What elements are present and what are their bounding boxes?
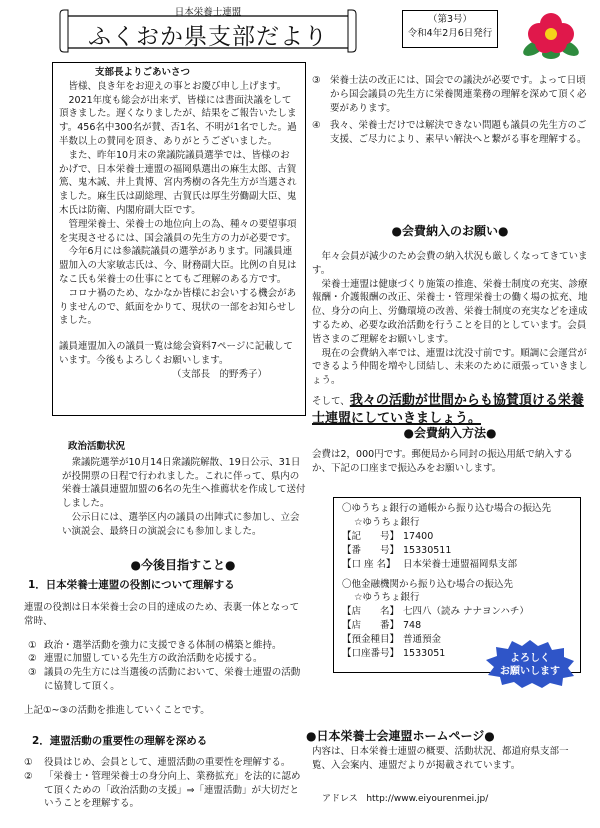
other-bank-heading: 〇他金融機関から振り込む場合の振込先 — [342, 578, 514, 590]
goals-list — [24, 639, 306, 694]
fee-method-text: 会費は2，000円です。郵便局から同封の振込用紙で納入するか、下記の口座まで振込みをお願いします。 — [312, 449, 573, 474]
homepage-heading: ●日本栄養士会連盟ホームページ● — [306, 729, 495, 743]
goals-list-2 — [24, 756, 306, 811]
list-item: ② 連盟に加盟している先生方の政治活動を応援する。 — [28, 653, 263, 665]
fee-paragraph: 栄養士連盟は健康づくり施策の推進、栄養士制度の充実、診療報酬・介護報酬の改正、栄養士・管理栄養士の働く場の拡充、地位、身分の向上、労働環境の改善、栄養士制度の充実などを達成するため、必要な政治活動を行うことを目的としています。会員皆さまのご理解をお願いします。 — [312, 278, 588, 345]
fee-request-body — [312, 250, 588, 428]
greeting-paragraph: 管理栄養士、栄養士の地位向上の為、種々の要望事項を実現させるには、国会議員の先生方の力が必要です。 — [59, 218, 297, 244]
greeting-note: 議員連盟加入の議員一覧は総会資料7ページに記載しています。今後もよろしくお願いします。 — [59, 341, 293, 366]
newsletter-title: ふくおか県支部だより — [88, 24, 328, 50]
list-item: ① 役員はじめ、会員として、連盟活動の重要性を理解する。 — [24, 757, 291, 768]
table-row: 【口 座 名】 日本栄養士連盟福岡県支部 — [342, 558, 518, 570]
table-row: 【預金種目】 普通預金 — [342, 634, 442, 646]
greeting-paragraph: コロナ禍のため、なかなか皆様にお会いする機会がありませんので、紙面をかりて、現状の一部をお知らせしました。 — [59, 287, 297, 327]
greeting-signature: （支部長 的野秀子） — [171, 368, 267, 380]
issue-box — [402, 10, 498, 48]
table-row: 【番 号】 15330511 — [342, 544, 452, 556]
camellia-flower-icon — [520, 10, 582, 62]
greeting-paragraph: 今年6月には参議院議員の選挙があります。同議員連盟加入の大家敏志氏は、今、財務副大臣。比例の自見はなこ氏も栄養士の仕事にとてもご理解のある方です。 — [59, 246, 297, 285]
fee-method-heading: ●会費納入方法● — [403, 426, 497, 440]
list-item: ④ 我々、栄養士だけでは解決できない問題も議員の先生方のご支援、ご尽力により、素早い解決へと繋がる事を理解する。 — [312, 120, 587, 146]
list-item: ③ 栄養士法の改正には、国会での議決が必要です。よって日頃から国会議員の先生方に栄養関連業務の理解を深めて頂く必要があります。 — [312, 75, 587, 114]
goals-body — [24, 601, 306, 718]
greeting-badge — [484, 638, 576, 688]
greeting-title: 支部長よりごあいさつ — [95, 67, 191, 78]
goals-heading-2: 2．連盟活動の重要性の理解を深める — [32, 735, 208, 747]
greeting-paragraph: 皆様、良き年をお迎えの事とお慶び申し上げます。 — [68, 80, 287, 92]
fee-request-heading: ●会費納入のお願い● — [391, 224, 509, 238]
masthead — [58, 4, 358, 54]
homepage-url-link[interactable]: http://www.eiyourenmei.jp/ — [366, 794, 489, 804]
yucho-table — [342, 530, 521, 572]
issue-date: 令和4年2月6日発行 — [407, 28, 493, 39]
fee-emphasis-line: そして、我々の活動が世間からも協賛頂ける栄養士連盟にしていきましょう。 — [312, 392, 584, 426]
greeting-box — [52, 62, 306, 416]
yucho-bank: ☆ゆうちょ銀行 — [354, 516, 420, 528]
list-item: ① 政治・選挙活動を強力に支援できる体制の構築と維持。 — [28, 639, 282, 651]
list-item: ③ 議員の先生方には当選後の活動において、栄養士連盟の活動に協賛して頂く。 — [28, 667, 301, 692]
table-row: 【記 号】 17400 — [342, 530, 434, 542]
list-item: ② 「栄養士・管理栄養士の身分向上、業務拡充」を法的に認めて頂くための「政治活動の支援」⇒「連盟活動」が大切だということを理解する。 — [24, 770, 301, 810]
table-row: 【店 名】 七四八（読み ナナヨンハチ） — [342, 606, 529, 618]
political-paragraph: 衆議院選挙が10月14日衆議院解散、19日公示、31日が投開票の日程で行われました。これに伴って、県内の栄養士議員連盟加盟の6名の先生へ推薦状を作成して送付しました。 — [62, 456, 306, 510]
yucho-heading: 〇ゆうちょ銀行の通帳から振り込む場合の振込先 — [342, 503, 552, 514]
goals-heading: ●今後目指すこと● — [130, 558, 236, 572]
table-row: 【口座番号】 1533051 — [342, 648, 446, 660]
goals-body-2 — [24, 756, 306, 811]
fee-paragraph: 年々会員が減少のため会費の納入状況も厳しくなってきています。 — [312, 251, 588, 276]
goals-intro: 連盟の役割は日本栄養士会の目的達成のため、表裏一体となって常時、 — [24, 602, 300, 627]
other-bank: ☆ゆうちょ銀行 — [354, 592, 420, 604]
homepage-text: 内容は、日本栄養士連盟の概要、活動状況、都道府県支部一覧、入会案内、連盟だよりが掲載されています。 — [312, 746, 569, 771]
political-paragraph: 公示日には、選挙区内の議員の出陣式に参加し、立会い演説会、最終日の演説会にも参加しました。 — [62, 511, 300, 537]
org-name: 日本栄養士連盟 — [174, 7, 242, 18]
table-row: 【店 番】 748 — [342, 620, 422, 632]
fee-paragraph: 現在の会費納入率では、連盟は沈没寸前です。順調に会運営ができるよう仲間を増やし団結し、未来のために頑張っていきましょう。 — [312, 347, 588, 387]
greeting-paragraph: 2021年度も総会が出来ず、皆様には書面決議をして頂きました。遅くなりましたが、結果をご報告いたします。456名中300名が賛、否1名、不明が1名でした。過半数以上の賛同を頂き、ありがとうございました。 — [59, 94, 297, 147]
goals-summary: 上記①~③の活動を推進していくことです。 — [24, 704, 210, 716]
goals-heading-1: 1．日本栄養士連盟の役割について理解する — [28, 579, 235, 591]
fee-emphasis: 我々の活動が世間からも協賛頂ける栄養士連盟にしていきましょう。 — [312, 392, 584, 426]
political-title: 政治活動状況 — [68, 441, 126, 452]
badge-line-2: お願いします — [500, 666, 560, 677]
political-section — [62, 440, 308, 539]
greeting-paragraph: また、昨年10月末の衆議院議員選挙では、皆様のおかげで、日本栄養士連盟の福岡県選出の麻生太郎、古賀篤、鬼木誠、井上貴博、宮内秀樹の各先生方が当選されました。麻生氏は副総理、古賀氏は厚生労働副大臣、鬼木氏は防衛、内閣府副大臣です。 — [59, 149, 297, 216]
homepage-address: アドレス http://www.eiyourenmei.jp/ — [322, 794, 489, 804]
issue-number: （第3号） — [427, 14, 473, 25]
right-list — [312, 74, 588, 147]
badge-line-1: よろしく — [510, 653, 550, 664]
